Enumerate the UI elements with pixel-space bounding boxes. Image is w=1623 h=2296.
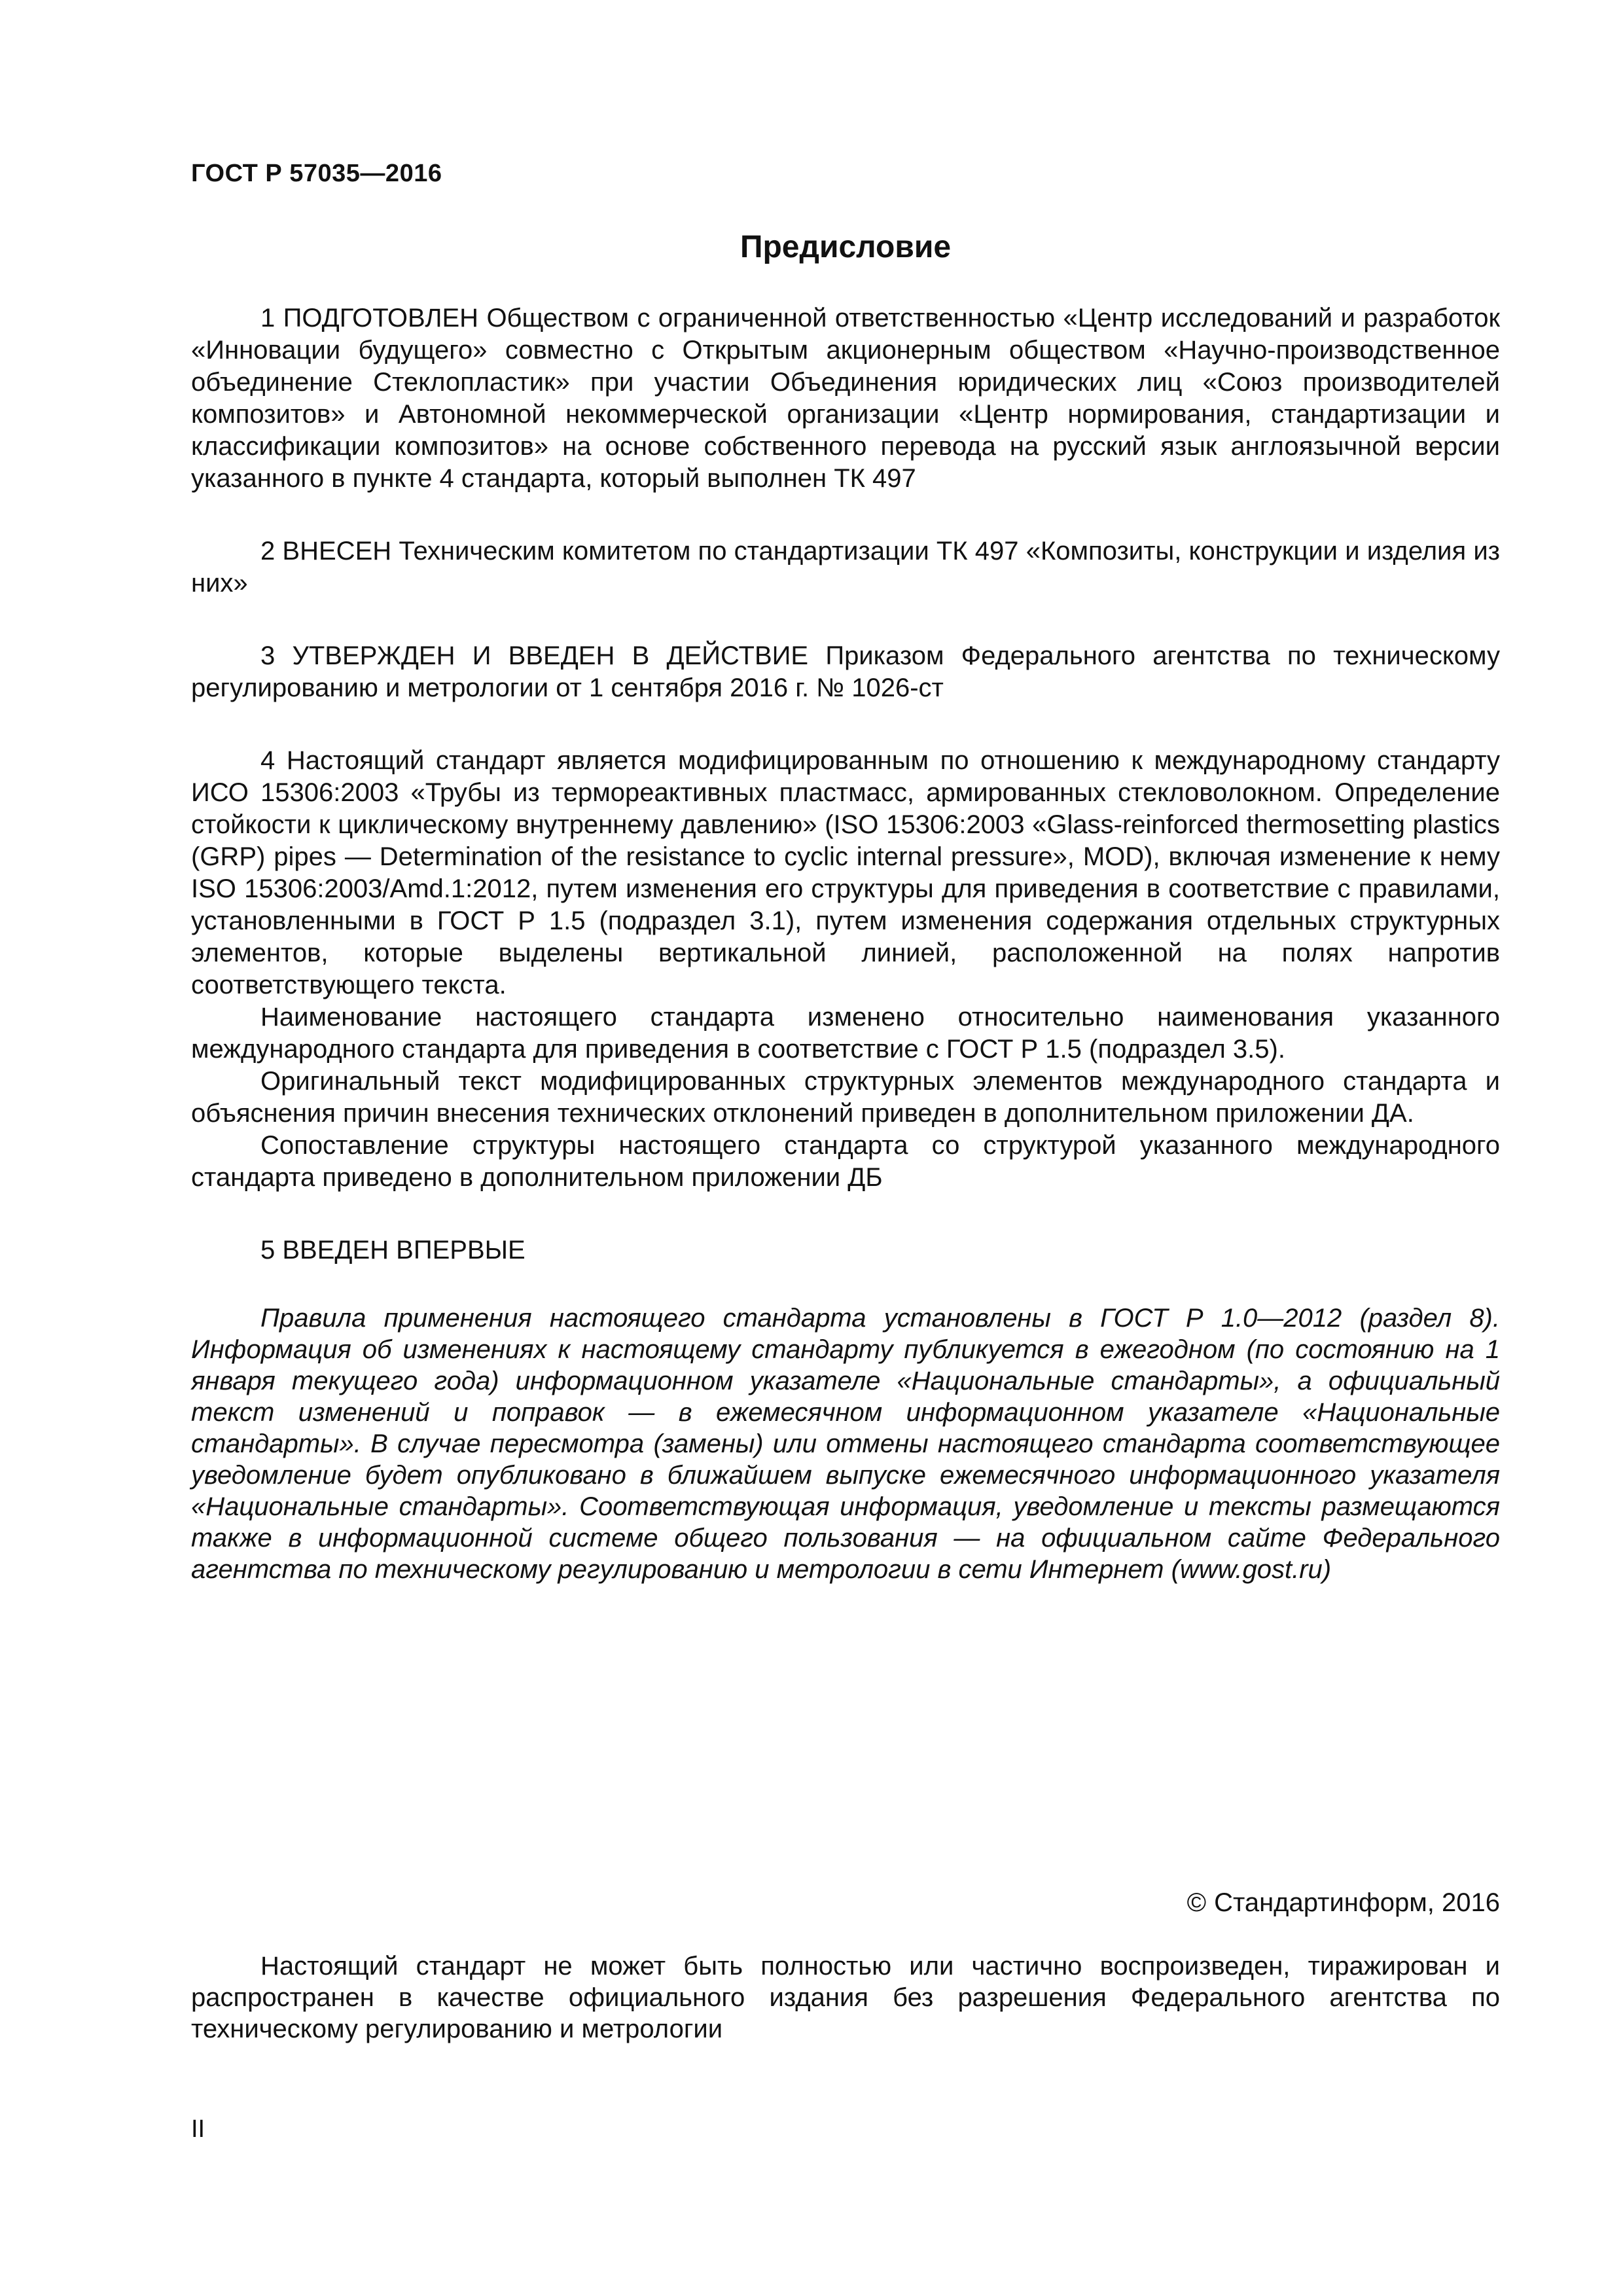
document-header: ГОСТ Р 57035—2016 <box>191 160 442 187</box>
paragraph-4-name-change: Наименование настоящего стандарта изменено относительно наименования указанного международного стандарта для приведения в соответствие с ГОСТ Р 1.5 (подраздел 3.5). <box>191 1003 1500 1064</box>
notice-text: Правила применения настоящего стандарта установлены в ГОСТ Р 1.0—2012 (раздел 8). Информация об изменениях к настоящему стандарту публикуется в ежегодном (по состоянию на 1 января текущего года) информационном указателе «Национальные стандарты», а официальный текст изменений и поправок — в ежемесячном информационном указателе «Национальные стандарты». В случае пересмотра (замены) или отмены настоящего стандарта соответствующее уведомление будет опубликовано в ближайшем выпуске ежемесячного информационного указателя «Национальные стандарты». Соответствующая информация, уведомление и тексты размещаются также в информационной системе общего пользования — на официальном сайте Федерального агентства по техническому регулированию и метрологии в сети Интернет (www.gost.ru) <box>191 1304 1500 1584</box>
page-title: Предисловие <box>740 230 952 264</box>
copyright-icon: © <box>1186 1888 1207 1917</box>
paragraph-2-introduced: 2 ВНЕСЕН Техническим комитетом по стандартизации ТК 497 «Композиты, конструкции и изделия из них» <box>191 537 1500 598</box>
paragraph-4-structure-comparison: Сопоставление структуры настоящего стандарта со структурой указанного международного стандарта приведено в дополнительном приложении ДБ <box>191 1131 1500 1192</box>
paragraph-1-prepared: 1 ПОДГОТОВЛЕН Обществом с ограниченной ответственностью «Центр исследований и разработок «Инновации будущего» совместно с Открытым акционерным обществом «Научно-производственное объединение Стеклопластик» при участии Объединения юридических лиц «Союз производителей композитов» и Автономной некоммерческой организации «Центр нормирования, стандартизации и классификации композитов» на основе собственного перевода на русский язык англоязычной версии указанного в пункте 4 стандарта, который выполнен ТК 497 <box>191 304 1500 493</box>
paragraph-3-approved: 3 УТВЕРЖДЕН И ВВЕДЕН В ДЕЙСТВИЕ Приказом Федерального агентства по техническому регулированию и метрологии от 1 сентября 2016 г. № 1026-ст <box>191 641 1500 702</box>
application-rules-notice <box>191 1302 1500 1585</box>
paragraph-4-modified: 4 Настоящий стандарт является модифицированным по отношению к международному стандарту ИСО 15306:2003 «Трубы из термореактивных пластмасс, армированных стекловолокном. Определение стойкости к циклическому внутреннему давлению» (ISO 15306:2003 «Glass-reinforced thermosetting plastics (GRP) pipes — Determination of the resistance to cyclic internal pressure», MOD), включая изменение к нему ISO 15306:2003/Amd.1:2012, путем изменения его структуры для приведения в соответствие с правилами, установленными в ГОСТ Р 1.5 (подраздел 3.1), путем изменения содержания отдельных структурных элементов, которые выделены вертикальной линией, расположенной на полях напротив соответствующего текста. <box>191 746 1500 999</box>
paragraph-4-original-text: Оригинальный текст модифицированных структурных элементов международного стандарта и объяснения причин внесения технических отклонений приведен в дополнительном приложении ДА. <box>191 1067 1500 1128</box>
reproduction-restriction <box>191 1950 1500 2045</box>
reproduction-text: Настоящий стандарт не может быть полностью или частично воспроизведен, тиражирован и распространен в качестве официального издания без разрешения Федерального агентства по техническому регулированию и метрологии <box>191 1952 1500 2043</box>
preface-content <box>191 302 1500 1266</box>
copyright-text: Стандартинформ, 2016 <box>1214 1888 1500 1917</box>
paragraph-5-first-introduced: 5 ВВЕДЕН ВПЕРВЫЕ <box>260 1236 526 1265</box>
copyright-line <box>191 1888 1500 1918</box>
page-number: II <box>191 2115 205 2143</box>
